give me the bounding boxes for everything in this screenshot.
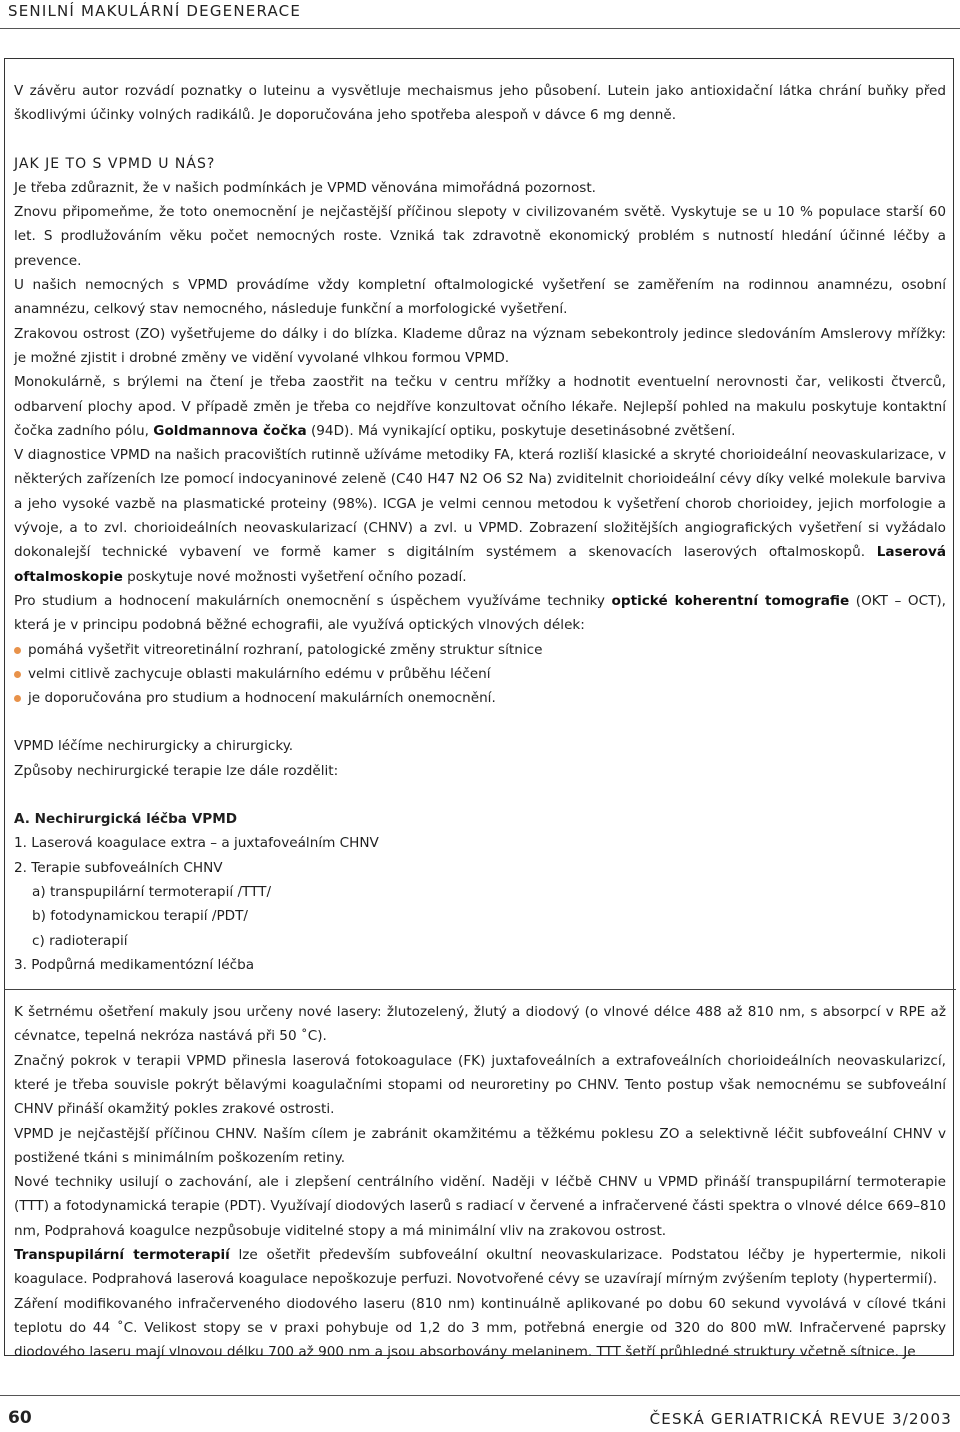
paragraph: Znovu připomeňme, že toto onemocnění je nejčastější příčinou slepoty v civilizovaném světě. Vyskytuje se u 10 % populace starší 60 let. S prodlužováním věku počet nemocných roste. Vzniká tak zdravotně ekonomický problém s nutností hledání účinné léčby a prevence. (14, 204, 946, 269)
text-run: (94D). Má vynikající optiku, poskytuje desetinásobné zvětšení. (306, 422, 736, 439)
bold-term: Transpupilární termoterapií (14, 1247, 230, 1264)
intro-paragraph: V závěru autor rozvádí poznatky o luteinu a vysvětluje mechaismus jeho působení. Lutein jako antioxidační látka chrání buňky před škodlivými účinky volných radikálů. Je doporučována jeho spotřeba alespoň v dávce 6 mg denně. (14, 83, 946, 124)
text-run: (OKT – OCT), která je v principu podobná běžné echografii, ale využívá optických vlnových délek: (14, 592, 947, 634)
running-header: SENILNÍ MAKULÁRNÍ DEGENERACE (8, 2, 302, 20)
list-item-text: velmi citlivě zachycuje oblasti makulárního edému v průběhu léčení (28, 665, 491, 682)
list-item (14, 686, 946, 710)
paragraph: K šetrnému ošetření makuly jsou určeny nové lasery: žlutozelený, žlutý a diodový (o vlnové délce 488 až 810 nm, s absorpcí v RPE až cévnatce, tepelná nekróza nastává při 50 ˚C). (14, 1004, 946, 1045)
footer-rule (0, 1395, 960, 1396)
paragraph: Je třeba zdůraznit, že v našich podmínkách je VPMD věnována mimořádná pozornost. (14, 179, 597, 196)
list-item: 3. Podpůrná medikamentózní léčba (14, 956, 255, 973)
text-run: V diagnostice VPMD na našich pracovištích rutinně užíváme metodiky FA, která rozliší klasické a skryté chorioideální neovaskularizace, v některých zařízeních lze pomocí indocyaninové zeleně (C40 H47 N2 O6 S2 Na) zviditelnit chorioideální cévy díky velké molekule barviva a jeho vysoké vazbě na plasmatické proteiny (98%). ICGA je velmi cennou metodou k vyšetření chorob chorioidey, jejich morfologie a vývoje, a to zvl. chorioideálních neovaskularizací (CHNV) a zvl. u VPMD. Zobrazení složitějších angiografických vyšetření si vyžádalo dokonalejší technické vybavení ve formě kamer s digitálním systémem a skenovacích laserových oftalmoskopů. (14, 447, 946, 561)
bullet-list (14, 638, 946, 711)
list-item-text: je doporučována pro studium a hodnocení makulárních onemocnění. (28, 690, 496, 707)
journal-name: ČESKÁ GERIATRICKÁ REVUE 3/2003 (649, 1410, 952, 1428)
page-number: 60 (8, 1408, 32, 1428)
sub-list-item: a) transpupilární termoterapií /TTT/ (32, 883, 272, 900)
spacer (14, 710, 946, 734)
section-heading: JAK JE TO S VPMD U NÁS? (14, 155, 216, 172)
text-run: lze ošetřit především subfoveální okultní neovaskularizace. Podstatou léčby je hypertermie, nikoli koagulace. Podprahová laserová koagulace nepoškozuje perfuzi. Novotvořené cévy se uzavírají mírným zvýšením teploty (hypertermií). (14, 1247, 946, 1288)
bullet-dot-icon (14, 695, 21, 702)
text-run: Monokulárně, s brýlemi na čtení je třeba zaostřit na tečku v centru mřížky a hodnotit eventuelní nerovnosti čar, velikosti čtverců, odbarvení plochy apod. V případě změn je třeba co nejdříve konzultovat očního lékaře. Nejlepší pohled na makulu poskytuje kontaktní čočka zadního pólu, (14, 374, 946, 439)
paragraph (14, 370, 946, 443)
list-item: 2. Terapie subfoveálních CHNV (14, 859, 223, 876)
sub-list-item: c) radioterapií (32, 932, 128, 949)
paragraph (14, 589, 946, 638)
text-run: poskytuje nové možnosti vyšetření očního pozadí. (122, 568, 467, 585)
paragraph (14, 443, 946, 589)
paragraph: U našich nemocných s VPMD provádíme vždy kompletní oftalmologické vyšetření se zaměřením na rodinnou anamnézu, osobní anamnézu, celkový stav nemocného, následuje funkční a morfologické vyšetření. (14, 277, 946, 318)
bold-term: Goldmannova čočka (153, 422, 307, 439)
bullet-dot-icon (14, 671, 21, 678)
paragraph: Značný pokrok v terapii VPMD přinesla laserová fotokoagulace (FK) juxtafoveálních a extrafoveálních chorioideálních neovaskularizcí, které je třeba souvisle pokrýt bělavými koagulačními stopami od neuroretiny po CHNV. Tento postup však nemocnému se subfoveální CHNV přináší okamžitý pokles zrakové ostrosti. (14, 1052, 946, 1118)
list-item: 1. Laserová koagulace extra – a juxtafoveálním CHNV (14, 835, 379, 852)
bold-term: optické koherentní tomografie (611, 592, 850, 609)
bold-term: Laserová oftalmoskopie (14, 544, 946, 585)
article-body (14, 79, 946, 1365)
list-item (14, 638, 946, 662)
paragraph: Nové techniky usilují o zachování, ale i zlepšení centrálního vidění. Naději v léčbě CHNV u VPMD přináší transpupilární termoterapie (TTT) a fotodynamická terapie (PDT). Využívají diodových laserů s radiací v červené a infračervené části spektra o vlnové délce 669–810 nm, Podprahová koagulce nezpůsobuje viditelné stopy a má minimální vliv na zrakovou ostrost. (14, 1174, 946, 1239)
sub-list-item: b) fotodynamickou terapií /PDT/ (32, 908, 248, 925)
list-item-text: pomáhá vyšetřit vitreoretinální rozhraní, patologické změny struktur sítnice (28, 641, 543, 658)
paragraph: Záření modifikovaného infračerveného diodového laseru (810 nm) kontinuálně aplikované po dobu 60 sekund vyvolává v cílové tkáni teplotu do 44 ˚C. Velikost stopy se v praxi pohybuje od 1,2 do 3 mm, potřebná energie od 320 do 800 mW. Infračervené paprsky diodového laseru mají vlnovou délku 700 až 900 nm a jsou absorbovány melaninem. TTT šetří průhledné struktury včetně sítnice. Je (14, 1295, 946, 1361)
paragraph: Zrakovou ostrost (ZO) vyšetřujeme do dálky i do blízka. Klademe důraz na význam sebekontroly jedince sledováním Amslerovy mřížky: je možné zjistit i drobné změny ve vidění vyvolané vlhkou formou VPMD. (14, 325, 946, 366)
section-heading: A. Nechirurgická léčba VPMD (14, 811, 238, 828)
paragraph: Způsoby nechirurgické terapie lze dále rozdělit: (14, 762, 339, 779)
paragraph: VPMD je nejčastější příčinou CHNV. Naším cílem je zabránit okamžitému a těžkému poklesu ZO a selektivně léčit subfoveální CHNV v postižené tkáni s minimálním poškozením retiny. (14, 1125, 946, 1166)
list-item (14, 662, 946, 686)
text-run: Pro studium a hodnocení makulárních onemocnění s úspěchem využíváme techniky (14, 592, 612, 609)
paragraph (14, 1243, 946, 1292)
bullet-dot-icon (14, 647, 21, 654)
header-rule (0, 28, 960, 29)
section-divider (4, 989, 956, 990)
paragraph: VPMD léčíme nechirurgicky a chirurgicky. (14, 738, 294, 755)
